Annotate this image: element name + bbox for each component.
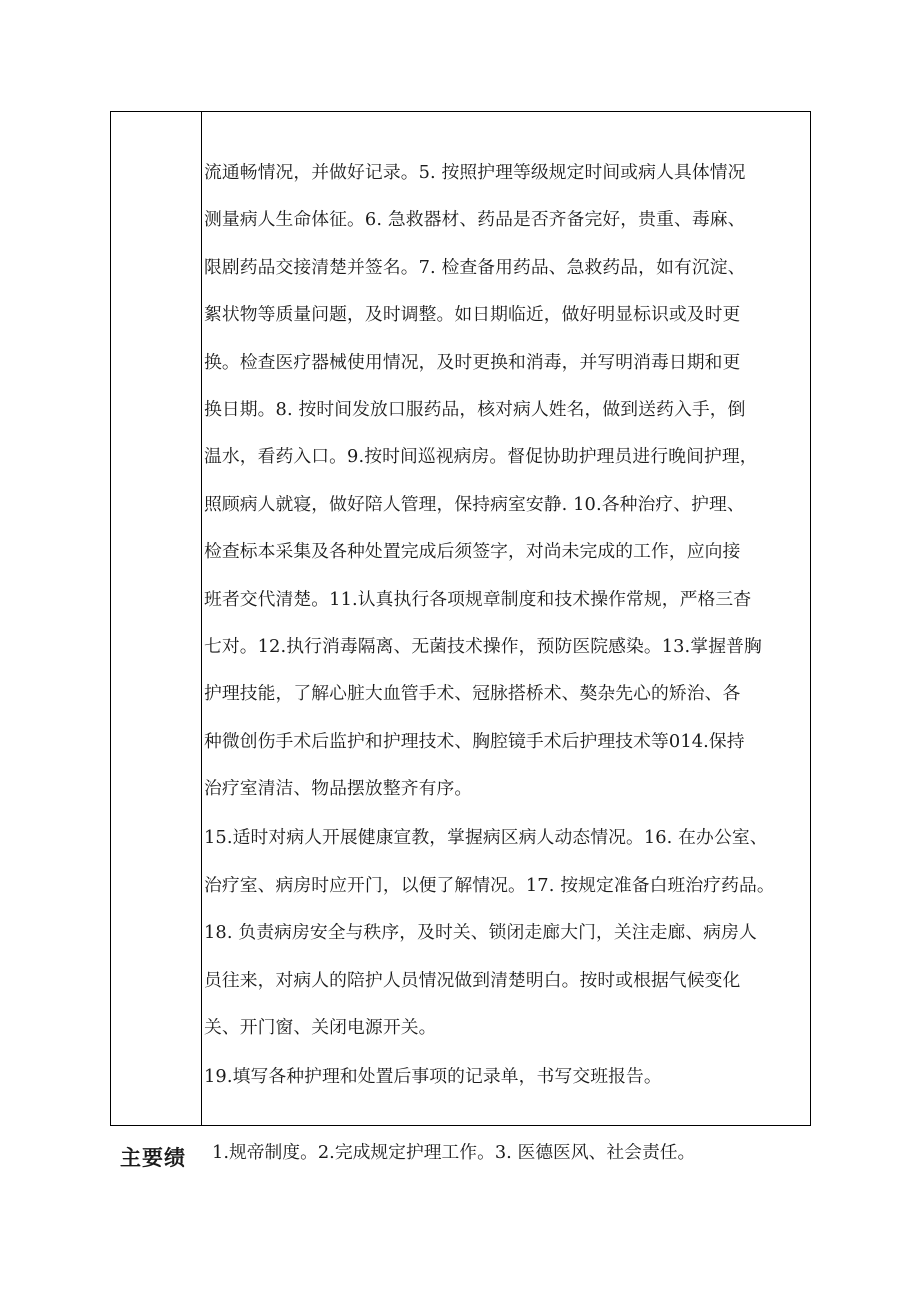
duties-line: 15.适时对病人开展健康宣教，掌握病区病人动态情况。16. 在办公室、: [204, 827, 768, 849]
duties-line: 18. 负责病房安全与秩序，及时关、锁闭走廊大门，关注走廊、病房人: [204, 922, 757, 944]
duties-line: 治疗室清洁、物品摆放整齐有序。: [204, 778, 473, 800]
performance-row: [110, 1138, 811, 1178]
duties-line: 关、开门窗、关闭电源开关。: [204, 1017, 437, 1039]
duties-line: 治疗室、病房时应开门，以便了解情况。17. 按规定准备白班治疗药品。: [204, 874, 775, 896]
duties-line: 护理技能，了解心脏大血管手术、冠脉搭桥术、獒杂先心的矫治、各: [204, 683, 741, 705]
duties-line: 七对。12.执行消毒隔离、无菌技术操作，预防医院感染。13.掌握普胸: [204, 635, 762, 657]
duties-line: 测量病人生命体征。6. 急救器材、药品是否齐备完好，贵重、毒麻、: [204, 209, 746, 231]
duties-label-cell: [111, 112, 202, 1125]
duties-line: 流通畅情况，并做好记录。5. 按照护理等级规定时间或病人具体情况: [204, 162, 746, 183]
performance-text: 1.规帝制度。2.完成规定护理工作。3. 医德医风、社会责任。: [212, 1142, 696, 1163]
duties-line: 19.填写各种护理和处置后事项的记录单，书写交班报告。: [204, 1066, 662, 1088]
duties-line: 换日期。8. 按时间发放口服药品，核对病人姓名，做到送药入手，倒: [204, 398, 746, 420]
performance-label: 主要绩: [120, 1146, 186, 1170]
duties-line: 员往来，对病人的陪护人员情况做到清楚明白。按时或根据气候变化: [204, 969, 741, 991]
duties-line: 温水，看药入口。9.按时间巡视病房。督促协助护理员进行晚间护理，: [204, 446, 758, 468]
duties-line: 照顾病人就寝，做好陪人管理，保持病室安静. 10.各种治疗、护理、: [204, 493, 745, 515]
duties-line: 限剧药品交接清楚并签名。7. 检查备用药品、急救药品，如有沉淀、: [204, 256, 746, 278]
duties-content-cell: [202, 112, 810, 1125]
duties-line: 絮状物等质量问题，及时调整。如日期临近，做好明显标识或及时更: [204, 304, 741, 326]
duties-line: 检查标本采集及各种处置完成后须签字，对尚未完成的工作，应向接: [204, 541, 741, 563]
duties-line: 种微创伤手术后监护和护理技术、胸腔镜手术后护理技术等014.保持: [204, 730, 745, 752]
duties-line: 换。检查医疗器械使用情况，及时更换和消毒，并写明消毒日期和更: [204, 351, 741, 373]
duties-table: [110, 111, 811, 1126]
duties-line: 班者交代清楚。11.认真执行各项规章制度和技术操作常规，严格三杳: [204, 588, 752, 610]
